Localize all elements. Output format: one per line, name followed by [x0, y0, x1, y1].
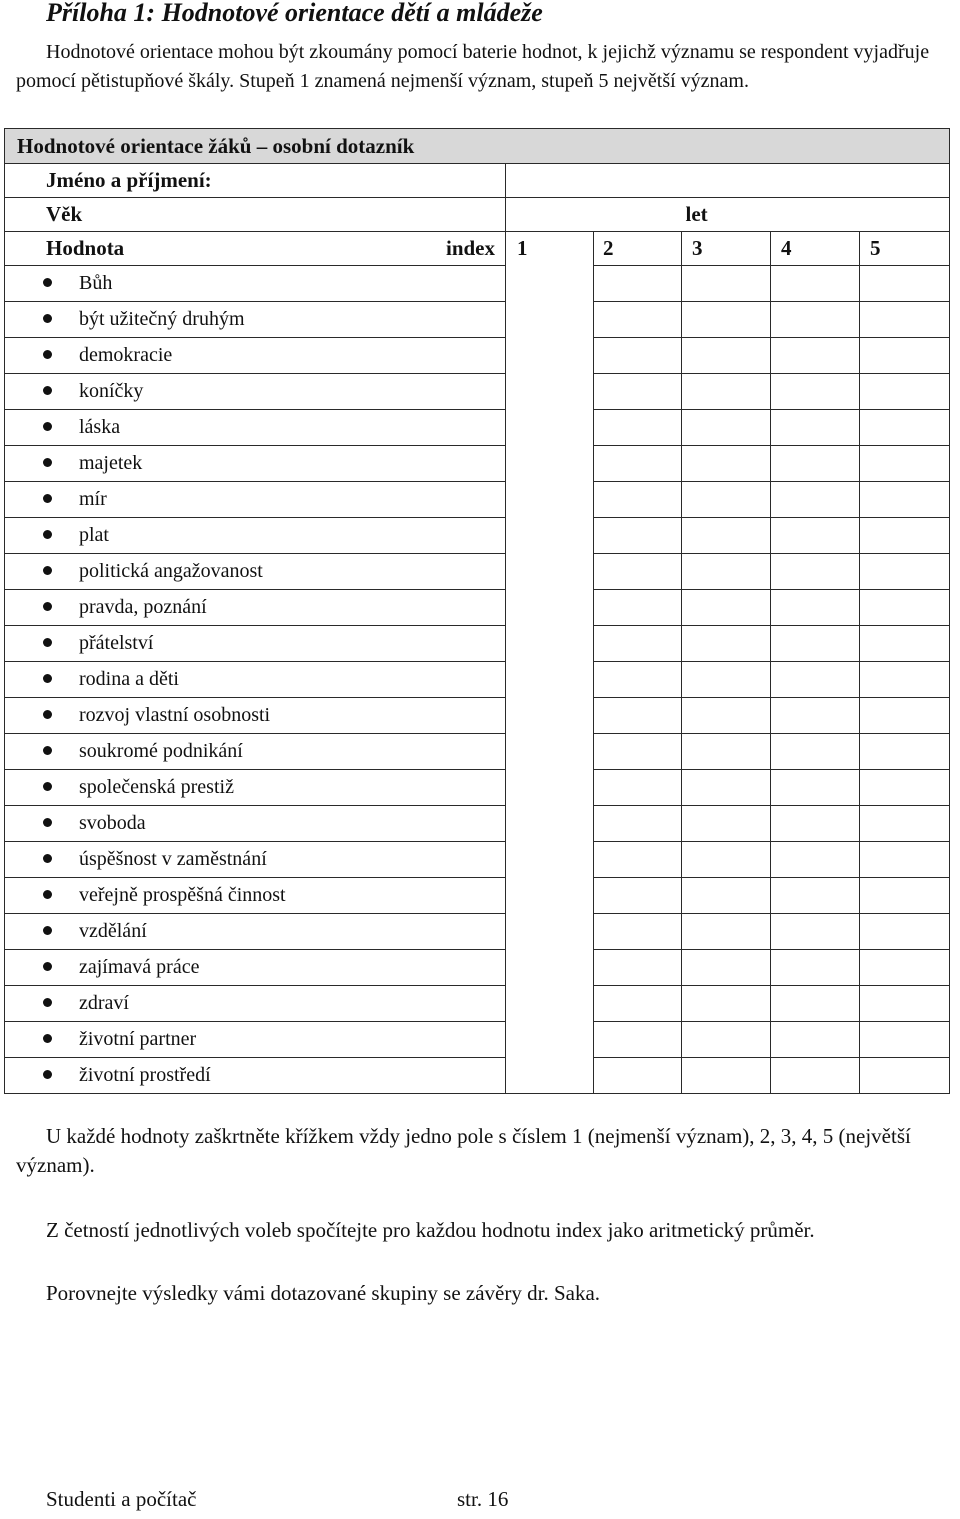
checkbox-cell-2[interactable] — [594, 914, 682, 950]
checkbox-cell-5[interactable] — [860, 770, 950, 806]
checkbox-cell-5[interactable] — [860, 986, 950, 1022]
value-row — [5, 302, 950, 338]
checkbox-cell-4[interactable] — [771, 446, 860, 482]
checkbox-cell-3[interactable] — [682, 770, 771, 806]
value-row — [5, 338, 950, 374]
scale-2: 2 — [594, 232, 682, 266]
checkbox-cell-2[interactable] — [594, 878, 682, 914]
checkbox-cell-3[interactable] — [682, 698, 771, 734]
checkbox-cell-5[interactable] — [860, 806, 950, 842]
checkbox-cell-5[interactable] — [860, 482, 950, 518]
checkbox-cell-3[interactable] — [682, 446, 771, 482]
bullet-icon — [43, 386, 52, 395]
checkbox-cell-1[interactable] — [506, 590, 594, 626]
value-label-cell — [5, 770, 506, 806]
checkbox-cell-4[interactable] — [771, 914, 860, 950]
checkbox-cell-4[interactable] — [771, 842, 860, 878]
bullet-icon — [43, 422, 52, 431]
checkbox-cell-5[interactable] — [860, 698, 950, 734]
age-field[interactable] — [506, 198, 682, 232]
value-row — [5, 1058, 950, 1094]
value-label-cell — [5, 842, 506, 878]
value-label: láska — [79, 416, 121, 438]
value-row — [5, 914, 950, 950]
footer-title: Studenti a počítač — [46, 1487, 197, 1511]
intro-paragraph: Hodnotové orientace mohou být zkoumány pomocí baterie hodnot, k jejichž významu se respondent vyjadřuje pomocí pětistupňové škály. Stupeň 1 znamená nejmenší význam, stupeň 5 největší význam. — [16, 41, 930, 92]
bullet-icon — [43, 638, 52, 647]
checkbox-cell-3[interactable] — [682, 554, 771, 590]
checkbox-cell-3[interactable] — [682, 842, 771, 878]
checkbox-cell-3[interactable] — [682, 1022, 771, 1058]
checkbox-cell-5[interactable] — [860, 518, 950, 554]
checkbox-cell-5[interactable] — [860, 554, 950, 590]
checkbox-cell-2[interactable] — [594, 1058, 682, 1094]
checkbox-cell-4[interactable] — [771, 698, 860, 734]
checkbox-cell-5[interactable] — [860, 914, 950, 950]
checkbox-cell-5[interactable] — [860, 446, 950, 482]
bullet-icon — [43, 854, 52, 863]
value-label: rodina a děti — [79, 668, 179, 690]
bullet-icon — [43, 674, 52, 683]
checkbox-cell-2[interactable] — [594, 482, 682, 518]
checkbox-cell-3[interactable] — [682, 374, 771, 410]
value-row — [5, 554, 950, 590]
value-label-cell — [5, 338, 506, 374]
checkbox-cell-5[interactable] — [860, 626, 950, 662]
bullet-icon — [43, 818, 52, 827]
value-label-cell — [5, 878, 506, 914]
checkbox-cell-1[interactable] — [506, 986, 594, 1022]
value-label: mír — [79, 488, 107, 510]
value-row — [5, 806, 950, 842]
bullet-icon — [43, 314, 52, 323]
checkbox-cell-1[interactable] — [506, 842, 594, 878]
checkbox-cell-4[interactable] — [771, 662, 860, 698]
bullet-icon — [43, 890, 52, 899]
bullet-icon — [43, 278, 52, 287]
value-label: životní partner — [79, 1028, 197, 1050]
value-label: rozvoj vlastní osobnosti — [79, 704, 271, 726]
checkbox-cell-1[interactable] — [506, 446, 594, 482]
value-label-cell — [5, 986, 506, 1022]
value-row — [5, 698, 950, 734]
value-label-cell — [5, 554, 506, 590]
checkbox-cell-5[interactable] — [860, 842, 950, 878]
value-label: koníčky — [79, 380, 144, 402]
checkbox-cell-1[interactable] — [506, 662, 594, 698]
age-row — [5, 198, 950, 232]
checkbox-cell-5[interactable] — [860, 950, 950, 986]
scale-1: 1 — [506, 232, 594, 266]
checkbox-cell-1[interactable] — [506, 698, 594, 734]
checkbox-cell-5[interactable] — [860, 1058, 950, 1094]
checkbox-cell-4[interactable] — [771, 626, 860, 662]
value-label: pravda, poznání — [79, 596, 207, 618]
checkbox-cell-2[interactable] — [594, 1022, 682, 1058]
value-row — [5, 374, 950, 410]
value-label-cell — [5, 698, 506, 734]
value-header — [5, 232, 506, 266]
checkbox-cell-1[interactable] — [506, 482, 594, 518]
bullet-icon — [43, 350, 52, 359]
value-label-cell — [5, 590, 506, 626]
value-label-cell — [5, 302, 506, 338]
value-label-cell — [5, 266, 506, 302]
checkbox-cell-3[interactable] — [682, 410, 771, 446]
checkbox-cell-2[interactable] — [594, 554, 682, 590]
value-label: veřejně prospěšná činnost — [79, 884, 286, 906]
checkbox-cell-4[interactable] — [771, 410, 860, 446]
value-label: demokracie — [79, 344, 173, 366]
bullet-icon — [43, 494, 52, 503]
checkbox-cell-3[interactable] — [682, 338, 771, 374]
scale-5: 5 — [860, 232, 950, 266]
value-label-cell — [5, 374, 506, 410]
bullet-icon — [43, 998, 52, 1007]
bullet-icon — [43, 1034, 52, 1043]
checkbox-cell-4[interactable] — [771, 878, 860, 914]
value-row — [5, 590, 950, 626]
checkbox-cell-3[interactable] — [682, 302, 771, 338]
checkbox-cell-1[interactable] — [506, 410, 594, 446]
value-label: vzdělání — [79, 920, 147, 942]
value-label: Bůh — [79, 272, 113, 294]
checkbox-cell-2[interactable] — [594, 410, 682, 446]
checkbox-cell-5[interactable] — [860, 590, 950, 626]
value-label-cell — [5, 1058, 506, 1094]
checkbox-cell-1[interactable] — [506, 950, 594, 986]
value-row — [5, 950, 950, 986]
checkbox-cell-2[interactable] — [594, 374, 682, 410]
value-row — [5, 446, 950, 482]
questionnaire-table — [4, 128, 950, 1094]
checkbox-cell-2[interactable] — [594, 842, 682, 878]
checkbox-cell-1[interactable] — [506, 554, 594, 590]
value-label-cell — [5, 482, 506, 518]
checkbox-cell-2[interactable] — [594, 302, 682, 338]
name-label: Jméno a příjmení: — [5, 164, 506, 198]
value-row — [5, 1022, 950, 1058]
checkbox-cell-2[interactable] — [594, 266, 682, 302]
value-label: svoboda — [79, 812, 146, 834]
age-label: Věk — [5, 198, 506, 232]
checkbox-cell-4[interactable] — [771, 1058, 860, 1094]
checkbox-cell-5[interactable] — [860, 662, 950, 698]
checkbox-cell-3[interactable] — [682, 914, 771, 950]
checkbox-cell-4[interactable] — [771, 806, 860, 842]
checkbox-cell-5[interactable] — [860, 338, 950, 374]
checkbox-cell-5[interactable] — [860, 374, 950, 410]
value-label: plat — [79, 524, 109, 546]
instruction-mark: U každé hodnoty zaškrtněte křížkem vždy jedno pole s číslem 1 (nejmenší význam), 2, 3, 4, 5 (největší význam). — [16, 1124, 911, 1177]
checkbox-cell-1[interactable] — [506, 878, 594, 914]
checkbox-cell-3[interactable] — [682, 590, 771, 626]
page-heading: Příloha 1: Hodnotové orientace dětí a mládeže — [46, 0, 543, 27]
age-unit: let — [682, 198, 950, 232]
value-label: životní prostředí — [79, 1064, 211, 1086]
value-row — [5, 734, 950, 770]
value-row — [5, 410, 950, 446]
checkbox-cell-4[interactable] — [771, 950, 860, 986]
value-label-cell — [5, 806, 506, 842]
checkbox-cell-2[interactable] — [594, 662, 682, 698]
value-label: úspěšnost v zaměstnání — [79, 848, 267, 870]
checkbox-cell-1[interactable] — [506, 770, 594, 806]
checkbox-cell-2[interactable] — [594, 950, 682, 986]
instruction-index: Z četností jednotlivých voleb spočítejte pro každou hodnotu index jako aritmetický průměr. — [46, 1218, 815, 1242]
checkbox-cell-2[interactable] — [594, 590, 682, 626]
checkbox-cell-1[interactable] — [506, 1058, 594, 1094]
checkbox-cell-5[interactable] — [860, 266, 950, 302]
checkbox-cell-4[interactable] — [771, 338, 860, 374]
bullet-icon — [43, 746, 52, 755]
checkbox-cell-3[interactable] — [682, 806, 771, 842]
bullet-icon — [43, 566, 52, 575]
checkbox-cell-3[interactable] — [682, 482, 771, 518]
bullet-icon — [43, 1070, 52, 1079]
checkbox-cell-2[interactable] — [594, 446, 682, 482]
value-label-cell — [5, 950, 506, 986]
header-row — [5, 232, 950, 266]
checkbox-cell-1[interactable] — [506, 302, 594, 338]
value-row — [5, 266, 950, 302]
value-label-cell — [5, 446, 506, 482]
value-label: zajímavá práce — [79, 956, 200, 978]
bullet-icon — [43, 710, 52, 719]
checkbox-cell-5[interactable] — [860, 302, 950, 338]
value-header-label: Hodnota — [46, 236, 125, 260]
value-label: přátelství — [79, 632, 154, 654]
checkbox-cell-1[interactable] — [506, 734, 594, 770]
value-row — [5, 518, 950, 554]
bullet-icon — [43, 962, 52, 971]
bullet-icon — [43, 602, 52, 611]
checkbox-cell-4[interactable] — [771, 590, 860, 626]
value-row — [5, 662, 950, 698]
checkbox-cell-3[interactable] — [682, 986, 771, 1022]
checkbox-cell-2[interactable] — [594, 986, 682, 1022]
checkbox-cell-5[interactable] — [860, 734, 950, 770]
checkbox-cell-4[interactable] — [771, 266, 860, 302]
value-row — [5, 770, 950, 806]
checkbox-cell-4[interactable] — [771, 734, 860, 770]
checkbox-cell-2[interactable] — [594, 806, 682, 842]
bullet-icon — [43, 458, 52, 467]
value-label-cell — [5, 734, 506, 770]
value-row — [5, 986, 950, 1022]
checkbox-cell-2[interactable] — [594, 770, 682, 806]
scale-3: 3 — [682, 232, 771, 266]
checkbox-cell-4[interactable] — [771, 770, 860, 806]
value-label-cell — [5, 914, 506, 950]
checkbox-cell-1[interactable] — [506, 266, 594, 302]
value-label: soukromé podnikání — [79, 740, 243, 762]
checkbox-cell-3[interactable] — [682, 518, 771, 554]
bullet-icon — [43, 530, 52, 539]
value-row — [5, 842, 950, 878]
checkbox-cell-3[interactable] — [682, 878, 771, 914]
value-label-cell — [5, 1022, 506, 1058]
checkbox-cell-4[interactable] — [771, 1022, 860, 1058]
checkbox-cell-1[interactable] — [506, 338, 594, 374]
checkbox-cell-1[interactable] — [506, 518, 594, 554]
value-label: majetek — [79, 452, 143, 474]
value-label: politická angažovanost — [79, 560, 263, 582]
checkbox-cell-2[interactable] — [594, 698, 682, 734]
value-label: společenská prestiž — [79, 776, 234, 798]
value-label-cell — [5, 518, 506, 554]
page-number: str. 16 — [457, 1487, 509, 1511]
name-row — [5, 164, 950, 198]
value-label-cell — [5, 662, 506, 698]
checkbox-cell-4[interactable] — [771, 554, 860, 590]
checkbox-cell-5[interactable] — [860, 878, 950, 914]
checkbox-cell-1[interactable] — [506, 626, 594, 662]
checkbox-cell-3[interactable] — [682, 734, 771, 770]
value-row — [5, 878, 950, 914]
checkbox-cell-3[interactable] — [682, 950, 771, 986]
checkbox-cell-3[interactable] — [682, 1058, 771, 1094]
checkbox-cell-1[interactable] — [506, 1022, 594, 1058]
checkbox-cell-5[interactable] — [860, 410, 950, 446]
checkbox-cell-1[interactable] — [506, 806, 594, 842]
checkbox-cell-4[interactable] — [771, 986, 860, 1022]
checkbox-cell-2[interactable] — [594, 518, 682, 554]
checkbox-cell-3[interactable] — [682, 662, 771, 698]
instruction-compare: Porovnejte výsledky vámi dotazované skupiny se závěry dr. Saka. — [46, 1281, 601, 1305]
form-title-row — [5, 129, 950, 164]
value-label: zdraví — [79, 992, 129, 1014]
value-label-cell — [5, 410, 506, 446]
form-title: Hodnotové orientace žáků – osobní dotazník — [5, 129, 950, 164]
questionnaire-body — [5, 129, 950, 1094]
index-header: index — [445, 236, 495, 260]
checkbox-cell-4[interactable] — [771, 302, 860, 338]
checkbox-cell-1[interactable] — [506, 374, 594, 410]
checkbox-cell-3[interactable] — [682, 626, 771, 662]
checkbox-cell-4[interactable] — [771, 482, 860, 518]
checkbox-cell-1[interactable] — [506, 914, 594, 950]
checkbox-cell-2[interactable] — [594, 626, 682, 662]
checkbox-cell-3[interactable] — [682, 266, 771, 302]
checkbox-cell-2[interactable] — [594, 338, 682, 374]
bullet-icon — [43, 926, 52, 935]
checkbox-cell-4[interactable] — [771, 518, 860, 554]
scale-4: 4 — [771, 232, 860, 266]
checkbox-cell-4[interactable] — [771, 374, 860, 410]
value-label: být užitečný druhým — [79, 308, 245, 330]
checkbox-cell-2[interactable] — [594, 734, 682, 770]
value-row — [5, 482, 950, 518]
bullet-icon — [43, 782, 52, 791]
value-label-cell — [5, 626, 506, 662]
checkbox-cell-5[interactable] — [860, 1022, 950, 1058]
name-field[interactable] — [506, 164, 950, 198]
value-row — [5, 626, 950, 662]
